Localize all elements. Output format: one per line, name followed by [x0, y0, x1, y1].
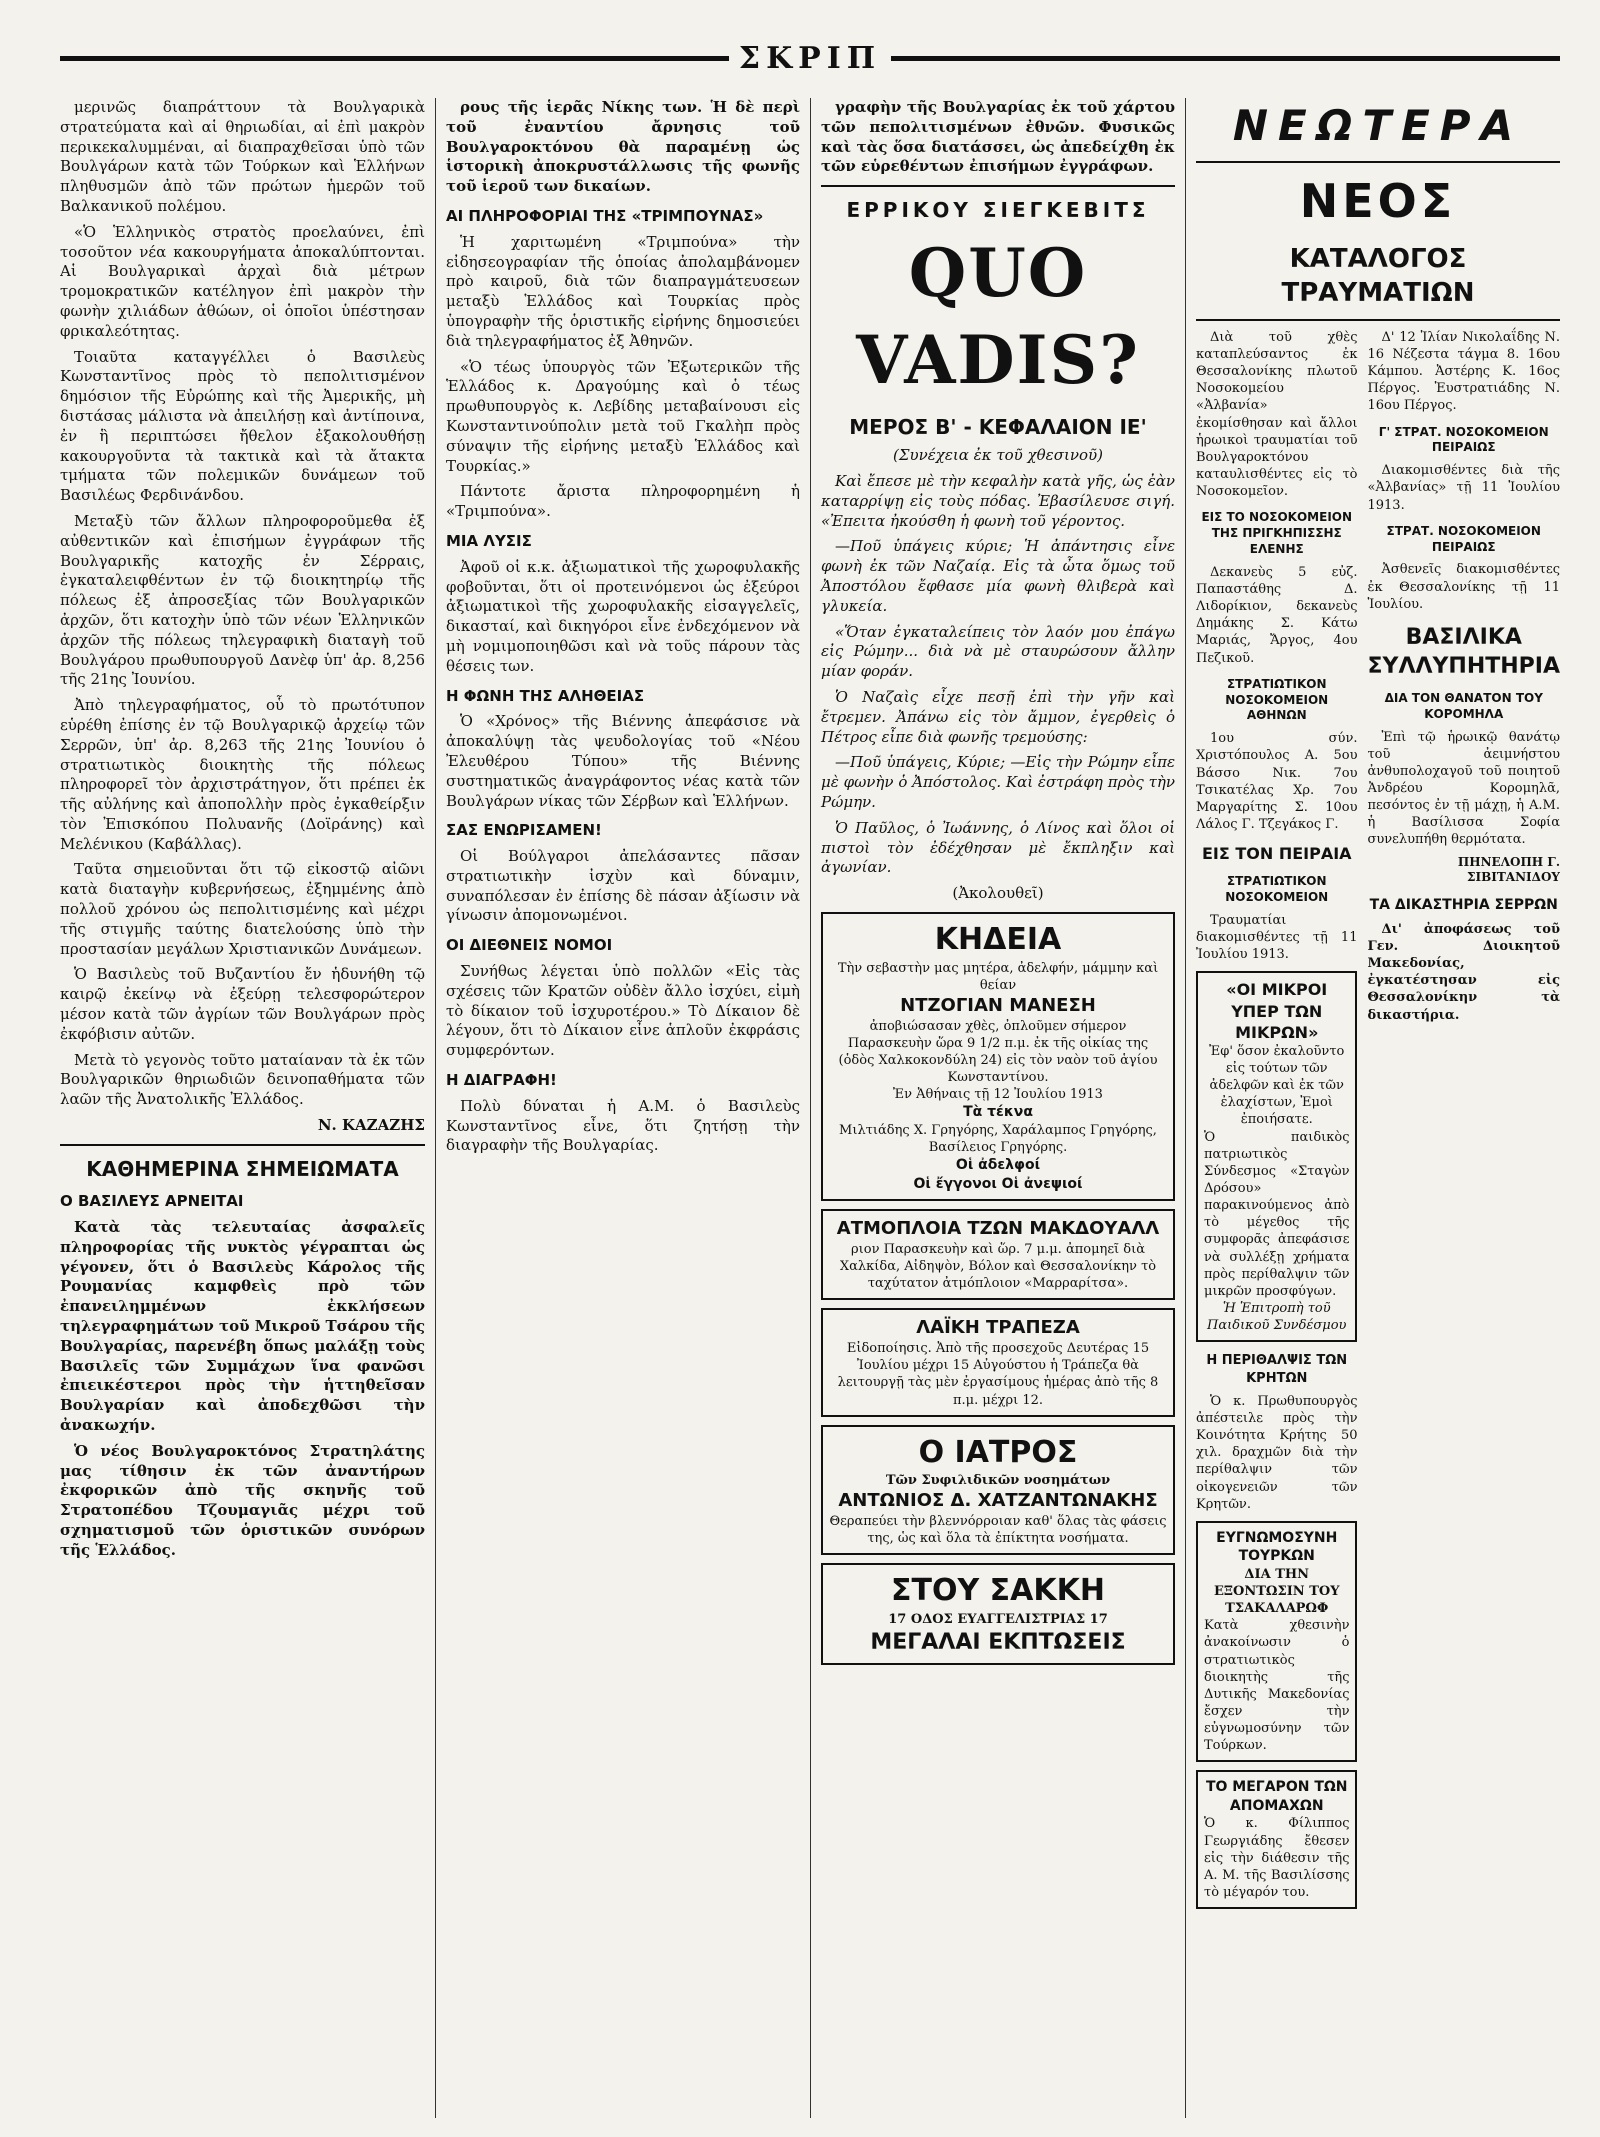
veterans-notice: [1196, 1770, 1357, 1909]
condolences-title: ΒΑΣΙΛΙΚΑ ΣΥΛΛΥΠΗΤΗΡΙΑ: [1367, 624, 1560, 679]
funeral-intro: Τὴν σεβαστὴν μας μητέρα, ἀδελφήν, μάμμην καὶ θείαν: [837, 960, 1159, 993]
article-headline: Η ΠΕΡΙΘΑΛΨΙΣ ΤΩΝ ΚΡΗΤΩΝ: [1206, 1353, 1348, 1386]
article-headline: ΑΙ ΠΛΗΡΟΦΟΡΙΑΙ ΤΗΣ «ΤΡΙΜΠΟΥΝΑΣ»: [446, 206, 764, 225]
article-text: Ἀσθενεῖς διακομισθέντες ἐκ Θεσσαλονίκης τῇ 11 Ἰουλίου.: [1367, 562, 1560, 612]
article-text: Διὰ τοῦ χθὲς καταπλεύσαντος ἐκ Θεσσαλονίκης πλωτοῦ Νοσοκομείου «Ἀλβανία» ἐκομίσθησαν καὶ ἄλλοι ἡρωικοὶ τραυματίαι τοῦ Βουλγαροκτόνου καταυλισθέντες εἰς τὸ Νοσοκομεῖον.: [1196, 329, 1358, 500]
notice-text: Ἐφ' ὅσον ἐκαλοῦντο εἰς τούτων τῶν ἀδελφῶν καὶ ἐκ τῶν ἐλαχίστων, Ἐμοὶ ἐποιήσατε.: [1209, 1043, 1345, 1128]
novel-text: Ὁ Ναζαὶς εἶχε πεσῇ ἐπὶ τὴν γῆν καὶ ἔτρεμεν. Ἀπάνω εἰς τὸν ἄμμον, ἐγερθεὶς ὁ Πέτρος εἶπε διὰ φωνῆς τρεμούσης:: [821, 687, 1175, 746]
article-text: Ἡ χαριτωμένη «Τριμπούνα» τὴν εἰδησεογραφίαν τῆς ὁποίας ἀπολαμβάνομεν πρὸ καιροῦ, διὰ τῶν διαπραγμάτευσεων μεταξὺ Ἑλλάδος καὶ Τουρκίας πρὸς ὑπογραφὴν τῆς ὁριστικῆς εἰρήνης δημοσιεύει διὰ τηλεγραφήματος ἐξ Ἀθηνῶν.: [446, 232, 800, 350]
news-title-2: ΚΑΤΑΛΟΓΟΣ ΤΡΑΥΜΑΤΙΩΝ: [1281, 244, 1475, 309]
funeral-title: ΚΗΔΕΙΑ: [934, 921, 1062, 957]
article-headline: ΣΑΣ ΕΝΩΡΙΣΑΜΕΝ!: [446, 821, 602, 840]
article-headline: Η ΦΩΝΗ ΤΗΣ ΑΛΗΘΕΙΑΣ: [446, 686, 645, 705]
funeral-name: ΝΤΖΟΓΙΑΝ ΜΑΝΕΣΗ: [900, 994, 1096, 1016]
novel-continued: (Συνέχεια ἐκ τοῦ χθεσινοῦ): [893, 446, 1103, 465]
steamship-ad: [821, 1209, 1175, 1300]
article-text: Διακομισθέντες διὰ τῆς «Ἀλβανίας» τῇ 11 Ἰουλίου 1913.: [1367, 463, 1560, 513]
article-signature: ΠΗΝΕΛΟΠΗ Γ. ΣΙΒΙΤΑΝΙΔΟΥ: [1457, 854, 1560, 885]
condolences-subtitle: ΔΙΑ ΤΟΝ ΘΑΝΑΤΟΝ ΤΟΥ ΚΟΡΟΜΗΛΑ: [1384, 690, 1543, 721]
article-signature: Ν. ΚΑΖΑΖΗΣ: [317, 1116, 425, 1135]
article-headline: Ο ΒΑΣΙΛΕΥΣ ΑΡΝΕΙΤΑΙ: [60, 1192, 244, 1211]
ad-title: ΛΑΪΚΗ ΤΡΑΠΕΖΑ: [916, 1317, 1080, 1339]
ad-title: Ο ΙΑΤΡΟΣ: [918, 1434, 1078, 1470]
article-text: «Ὁ Ἑλληνικὸς στρατὸς προελαύνει, ἐπὶ τοσοῦτον νέα κακουργήματα ἀποκαλύπτονται. Αἱ Βουλγαρικαὶ ἀρχαὶ διὰ μέτρων τρομοκρατικῶν κατέληγον ἐπὶ μακρὸν τὴν φωνὴν χιλιάδων ἀθώων, οἱ ὁποῖοι ὑπέστησαν φρικαλεότητας.: [60, 222, 425, 340]
funeral-date: Ἐν Ἀθήναις τῇ 12 Ἰουλίου 1913: [893, 1087, 1103, 1103]
bank-ad: [821, 1308, 1175, 1416]
notice-text: Ὁ κ. Φίλιππος Γεωργιάδης ἔθεσεν εἰς τὴν διάθεσιν τῆς Α. Μ. τῆς Βασιλίσσης τὸ μέγαρόν του.: [1204, 1816, 1350, 1901]
article-text: Ὁ «Χρόνος» τῆς Βιέννης ἀπεφάσισε νὰ ἀποκαλύψῃ τὰς ψευδολογίας τοῦ «Νέου Ἐλευθέρου Τύπου» τῆς Βιέννης συστηματικῶς ἀναγράφοντος νέας κατὰ τῶν Βουλγάρων νίκας τῶν Σέρβων καὶ Ἑλλήνων.: [446, 712, 800, 810]
article-text: μερινῶς διαπράττουν τὰ Βουλγαρικὰ στρατεύματα καὶ αἱ θηριωδίαι, αἱ ἐπὶ μακρὸν περικεκαλυμμέναι, αἱ διαπραχθεῖσαι ὑπὸ τῶν Βουλγάρων κατὰ τῶν Τούρκων καὶ Ἑλλήνων πληθυσμῶν ἀπὸ τῶν πρώτων ἡμερῶν τοῦ Βαλκανικοῦ πολέμου.: [60, 98, 425, 215]
article-headline: Γ' ΣΤΡΑΤ. ΝΟΣΟΚΟΜΕΙΟΝ ΠΕΙΡΑΙΩΣ: [1378, 424, 1549, 455]
notice-sign: Ἡ Ἐπιτροπὴ τοῦ Παιδικοῦ Συνδέσμου: [1207, 1301, 1347, 1334]
novel-title: QUO VADIS?: [856, 233, 1140, 399]
article-text: Κατὰ τὰς τελευταίας ἀσφαλεῖς πληροφορίας τῆς νυκτὸς γέγραπται ὡς γέγονεν, ὅτι ὁ Βασιλεὺς Κάρολος τῆς Ρουμανίας καμφθεὶς πρὸ τῶν ἐπανειλημμένων ἐκκλήσεων τηλεγραφημάτων τοῦ Μικροῦ Τσάρου τῆς Βουλγαρίας, παρενέβη ὅπως μαλάξῃ τοὺς Βασιλεῖς τῶν Συμμάχων ἵνα φανῶσι ἐπιεικέστεροι πρὸς τὴν ἡττηθεῖσαν Βουλγαρίαν καὶ ἀποδεχθῶσι τὴν ἀνακωχήν.: [60, 1218, 426, 1434]
ad-title: ΣΤΟΥ ΣΑΚΚΗ: [891, 1573, 1105, 1609]
novel-text: Ὁ Παῦλος, ὁ Ἰωάννης, ὁ Λίνος καὶ ὅλοι οἱ πιστοὶ τὸν ἐδέχθησαν μὲ ἔκπληξιν καὶ ἀγωνίαν.: [821, 818, 1175, 877]
column-2: [435, 98, 810, 2118]
notice-title: ΤΟ ΜΕΓΑΡΟΝ ΤΩΝ ΑΠΟΜΑΧΩΝ: [1205, 1779, 1348, 1814]
funeral-children: Μιλτιάδης Χ. Γρηγόρης, Χαράλαμπος Γρηγόρης, Βασίλειος Γρηγόρης.: [839, 1122, 1157, 1155]
ad-name: ΑΝΤΩΝΙΟΣ Δ. ΧΑΤΖΑΝΤΩΝΑΚΗΣ: [838, 1490, 1158, 1512]
news-title-1: ΝΕΟΣ: [1299, 174, 1457, 229]
children-notice: [1196, 971, 1357, 1342]
article-headline: ΕΙΣ ΤΟ ΝΟΣΟΚΟΜΕΙΟΝ ΤΗΣ ΠΡΙΓΚΗΠΙΣΣΗΣ ΕΛΕΝΗΣ: [1201, 510, 1353, 556]
article-headline: ΟΙ ΔΙΕΘΝΕΙΣ ΝΟΜΟΙ: [446, 936, 613, 955]
notice-title: «ΟΙ ΜΙΚΡΟΙ ΥΠΕΡ ΤΩΝ ΜΙΚΡΩΝ»: [1226, 980, 1328, 1042]
article-headline: ΣΤΡΑΤ. ΝΟΣΟΚΟΜΕΙΟΝ ΠΕΙΡΑΙΩΣ: [1386, 523, 1541, 554]
funeral-relatives: Οἱ ἔγγονοι Οἱ ἀνεψιοί: [913, 1175, 1083, 1192]
turks-notice: [1196, 1521, 1357, 1763]
column-3: [810, 98, 1185, 2118]
article-text: Ὁ κ. Πρωθυπουργὸς ἀπέστειλε πρὸς τὴν Κοινότητα Κρήτης 50 χιλ. δραχμῶν διὰ τὴν περίθαλψιν τῶν οἰκογενειῶν τῶν Κρητῶν.: [1196, 1393, 1358, 1512]
newspaper-columns: [60, 98, 1560, 2118]
funeral-notice: [821, 912, 1175, 1201]
column-4: [1185, 98, 1560, 2118]
doctor-ad: [821, 1425, 1175, 1556]
article-text: Δι' ἀποφάσεως τοῦ Γεν. Διοικητοῦ Μακεδονίας, ἐγκατέστησαν εἰς Θεσσαλονίκην τὰ δικαστήρια.: [1367, 921, 1560, 1023]
article-text: 1ου σύν. Χριστόπουλος Α. 5ου Βάσσο Νικ. 7ου Τσικατέλας Χρ. 7ου Μαργαρίτης Σ. 10ου Λάλος Γ. Τζεγάκος Γ.: [1196, 731, 1358, 833]
article-subheadline: ΣΤΡΑΤΙΩΤΙΚΟΝ ΝΟΣΟΚΟΜΕΙΟΝ: [1225, 874, 1329, 905]
article-text: Ὁ Βασιλεὺς τοῦ Βυζαντίου ἔν ἡδυνήθη τῷ καιρῷ ἐκείνῳ νὰ ἐξεύρῃ τελεσφορώτερον μέσον κατὰ τῶν ἀγρίων τῶν Βουλγάρων πρὸς ἐκφόβισιν αὐτῶν.: [60, 965, 425, 1043]
novel-text: «Ὅταν ἐγκαταλείπεις τὸν λαόν μου ἐπάγω εἰς Ρώμην... διὰ νὰ μὲ σταυρώσουν ἄλλην μίαν φοράν.: [821, 622, 1175, 681]
masthead: [60, 41, 1560, 91]
ad-subtitle: 17 ΟΔΟΣ ΕΥΑΓΓΕΛΙΣΤΡΙΑΣ 17: [888, 1612, 1108, 1628]
notice-text: Κατὰ χθεσινὴν ἀνακοίνωσιν ὁ στρατιωτικὸς διοικητὴς τῆς Δυτικῆς Μακεδονίας ἔσχεν τὴν εὐγνωμοσύνην τῶν Τούρκων.: [1204, 1618, 1350, 1754]
funeral-children-label: Τὰ τέκνα: [963, 1104, 1033, 1121]
article-text: Ἀπὸ τηλεγραφήματος, οὗ τὸ πρωτότυπον εὑρέθη ἐπίσης ἐν τῷ Βουλγαρικῷ ἀρχείῳ τῶν Σερρῶν, ὑπ' ἀρ. 8,263 τῆς 21ης Ἰουνίου ὁ στρατιωτικὸς διοικητὴς τῆς πόλεως πληροφορεῖ τὸν ἀρχιστράτηγον, ὅτι πρέπει ἐκ τῆς αὐλήνης καὶ ἀποπολλὴν πρὸς ἐγκαθείρξιν τὸν Ἐπισκόπου Πολυανῆς (Δοϊράνης) καὶ Μελένικου (Καβάλλας).: [60, 696, 425, 853]
novel-text: —Ποῦ ὑπάγεις κύριε; Ἡ ἀπάντησις εἶνε φωνὴ ἐκ τῶν Ναζαίᾳ. Εἰς τὰ ὦτα ὅμως τοῦ Ἀποστόλου ἔφθασε μία φωνὴ θλιβερὰ καὶ γλυκεία.: [821, 537, 1175, 615]
section-title: ΚΑΘΗΜΕΡΙΝΑ ΣΗΜΕΙΩΜΑΤΑ: [86, 1156, 399, 1181]
article-text: Μετὰ τὸ γεγονὸς τοῦτο ματαίαναν τὰ ἐκ τῶν Βουλγαρικῶν θηριωδιῶν δεινοπαθήματα τῶν λαῶν τῆς Ἀνατολικῆς Ἐλλάδος.: [60, 1050, 425, 1109]
news-header: ΝΕΩΤΕΡΑ: [1232, 101, 1524, 150]
article-text: Συνήθως λέγεται ὑπὸ πολλῶν «Εἰς τὰς σχέσεις τῶν Κρατῶν οὐδὲν ἄλλο ἰσχύει, εἰμὴ τὸ δίκαιον τοῦ ἰσχυροτέρου.» Τὸ Δίκαιον δὲ λέγουν, ὅτι τὸ Δίκαιον εἶνε ἁπλοῦν ἐκφράσις συμφερόντων.: [446, 962, 800, 1060]
funeral-siblings-label: Οἱ ἀδελφοί: [955, 1157, 1041, 1174]
funeral-text: ἀποβιώσασαν χθὲς, ὀπλοῦμεν σήμερον Παρασκευὴν ὥρα 9 1/2 π.μ. ἐκ τῆς οἰκίας της (ὁδὸς Χαλκοκονδύλη 24) εἰς τὸν ναὸν τοῦ ἁγίου Κωνσταντίνου.: [838, 1018, 1158, 1086]
novel-text: —Ποῦ ὑπάγεις, Κύριε; —Εἰς τὴν Ρώμην εἶπε μὲ φωνὴν ὁ Ἀπόστολος. Καὶ ἐστράφη πρὸς τὴν Ρώμην.: [821, 753, 1175, 811]
article-headline: ΣΤΡΑΤΙΩΤΙΚΟΝ ΝΟΣΟΚΟΜΕΙΟΝ ΑΘΗΝΩΝ: [1225, 676, 1329, 723]
column-1: [60, 98, 435, 2118]
article-headline: ΤΑ ΔΙΚΑΣΤΗΡΙΑ ΣΕΡΡΩΝ: [1369, 897, 1558, 914]
article-text: Ταῦτα σημειοῦνται ὅτι τῷ εἰκοστῷ αἰῶνι κατὰ διαταγὴν κυβερνήσεως, ἐξημμένης ἀπὸ πολλοῦ χρόνου ὡς πεπολιτισμένης καὶ μέχρι τῆς στιγμῆς ταύτης διατελούσης ὑπὸ τὴν προστασίαν μεγάλων Χριστιανικῶν Δυνάμεων.: [60, 860, 425, 958]
article-text: Τοιαῦτα καταγγέλλει ὁ Βασιλεὺς Κωνσταντῖνος πρὸς τὸ πεπολιτισμένον δημόσιον τῆς Εὐρώπης καὶ τῆς Ἀμερικῆς, μὴ διστάσας μάλιστα νὰ ἀπειλήσῃ καὶ ἀντίποινα, ἐν ἣ περιπτώσει ἤθελον ἐξακολουθήσῃ κακουργοῦντα τὰ τακτικὰ καὶ τὰ ἄτακτα τμήματα τῶν πολεμικῶν δυνάμεων τοῦ Βασιλέως Φερδινάνδου.: [60, 347, 425, 505]
notice-text: Ὁ παιδικὸς πατριωτικὸς Σύνδεσμος «Σταγὼν Δρόσου» παρακινούμενος ἀπὸ τὸ μέγεθος τῆς συμφορᾶς ἀπεφάσισε νὰ συλλέξῃ χρήματα πρὸς περίθαλψιν τῶν μικρῶν προσφύγων.: [1204, 1129, 1350, 1299]
ad-text: ριον Παρασκευὴν καὶ ὥρ. 7 μ.μ. ἀπομηεῖ διὰ Χαλκίδα, Αἰδηψὸν, Βόλον καὶ Θεσσαλονίκην τὸ ταχύτατον ἀτμόπλοιον «Μαρραρίτσα».: [839, 1241, 1157, 1292]
article-text: γραφὴν τῆς Βουλγαρίας ἐκ τοῦ χάρτου τῶν πεπολιτισμένων ἐθνῶν. Φυσικῶς καὶ τὰς ὅσα διατάσσει, ὡς ἀπεδείχθη ἐκ τῶν εὑρεθέντων ἐπισήμων ἐγγράφων.: [821, 98, 1175, 176]
ad-title: ΑΤΜΟΠΛΟΙΑ ΤΖΩΝ ΜΑΚΔΟΥΑΛΛ: [836, 1218, 1160, 1240]
article-text: Πολὺ δύναται ἡ Α.Μ. ὁ Βασιλεὺς Κωνσταντῖνος εἶνε, ὅτι ζητήσῃ τὴν διαγραφὴν τῆς Βουλγαρίας.: [446, 1096, 800, 1155]
article-text: Μεταξὺ τῶν ἄλλων πληροφοροῦμεθα ἐξ αὐθεντικῶν καὶ ἐπισήμων ἐγγράφων τῆς Βουλγαρικῆς κατοχῆς ἐν Σέρραις, ἐγκαταλειφθέντων ἐν τῷ διοικητηρίῳ τῆς πόλεως ἐξ ἀπροσεξίας τῶν Βουλγαρικῶν ἀρχῶν, ὅτι κατοχὴν ὑπὸ τῶν νέων Ἑλληνικῶν ἀρχῶν τῆς πόλεως τηλεγραφικὴ διαταγὴ τοῦ Βουλγάρου πρωθυπουργοῦ Δανὲφ ὑπ' ἀρ. 8,256 τῆς 21ης Ἰουνίου.: [60, 511, 425, 689]
article-text: ρους τῆς ἱερᾶς Νίκης των. Ἡ δὲ περὶ τοῦ ἐναντίου ἄρνησις τοῦ Βουλγαροκτόνου θὰ παραμένῃ ὡς ἱστορικὴ ἀποκρυστάλλωσις τῆς φωνῆς τοῦ ἱεροῦ των δικαίων.: [446, 98, 800, 196]
novel-part: ΜΕΡΟΣ Β' - ΚΕΦΑΛΑΙΟΝ ΙΕ': [849, 414, 1147, 439]
article-headline: Η ΔΙΑΓΡΑΦΗ!: [446, 1071, 557, 1090]
novel-text: Καὶ ἔπεσε μὲ τὴν κεφαλὴν κατὰ γῆς, ὡς ἐὰν καταρρίψῃ εἰς τοὺς πόδας. Ἐβασίλευσε σιγή. «Ἐπειτα ἠκούσθη ἡ φωνὴ τοῦ γέροντος.: [821, 471, 1175, 530]
article-text: Πάντοτε ἄριστα πληροφορημένη ἡ «Τριμπούνα».: [446, 482, 800, 521]
ad-headline: ΜΕΓΑΛΑΙ ΕΚΠΤΩΣΕΙΣ: [870, 1630, 1126, 1656]
article-text: Ἐπὶ τῷ ἡρωικῷ θανάτῳ τοῦ ἀειμνήστου ἀνθυπολοχαγοῦ τοῦ ποιητοῦ Ἀνδρέου Κορομηλᾶ, πεσόντος ἐν τῇ μάχῃ, ἡ Α.Μ. ἡ Βασίλισσα Σοφία συνελυπήθη θερμότατα.: [1367, 729, 1560, 848]
article-headline: ΜΙΑ ΛΥΣΙΣ: [446, 531, 532, 550]
article-text: Ὁ νέος Βουλγαροκτόνος Στρατηλάτης μας τίθησιν ἐκ τῶν ἀναντήρων ἐκφορικῶν ἀπὸ τῆς σκηνῆς τοῦ Στρατοπέδου Τζουμαγιᾶς μέχρι τοῦ σχηματισμοῦ τῶν ὁριστικῶν συνόρων τῆς Ἑλλάδος.: [60, 1441, 425, 1559]
newspaper-title: ΣΚΡΙΠ: [729, 41, 891, 76]
article-text: Δεκανεὺς 5 εὐζ. Παπαστάθης Δ. Λιδορίκιον, δεκανεὺς Δημάκης Σ. Κάτω Μαριάς, Ἄργος, 4ου Πεζικοῦ.: [1196, 564, 1358, 666]
ad-text: Εἰδοποίησις. Ἀπὸ τῆς προσεχοῦς Δευτέρας 15 Ἰουλίου μέχρι 15 Αὐγούστου ἡ Τράπεζα θὰ λειτουργῇ τὰς μὲν ἐργασίμους ἡμέρας ἀπὸ τῆς 8 π.μ. μέχρι 12.: [837, 1341, 1159, 1408]
article-text: Οἱ Βούλγαροι ἀπελάσαντες πᾶσαν στρατιωτικὴν ἰσχὺν καὶ δύναμιν, συναπόλεσαν ἐν ἐπίσης δὲ πάσαν ἀξίωσιν νὰ γίνωσιν ἀπομονωμένοι.: [446, 847, 800, 925]
ad-text: Θεραπεύει τὴν βλεννόρροιαν καθ' ὅλας τὰς φάσεις της, ὡς καὶ ὅλα τὰ ἐπίκτητα νοσήματα.: [829, 1514, 1167, 1547]
article-headline: ΕΙΣ ΤΟΝ ΠΕΙΡΑΙΑ: [1201, 844, 1352, 864]
novel-author: ΕΡΡΙΚΟΥ ΣΙΕΓΚΕΒΙΤΣ: [846, 198, 1150, 223]
notice-title: ΕΥΓΝΩΜΟΣΥΝΗ ΤΟΥΡΚΩΝ: [1216, 1529, 1338, 1565]
article-text: Τραυματίαι διακομισθέντες τῇ 11 Ἰουλίου 1913.: [1196, 912, 1358, 963]
article-text: Δ' 12 Ἰλίαν Νικολαΐδης Ν. 16 Νέζεστα τάγμα 8. 16ου Κάμπου. Ἀστέρης Κ. 16ος Πέργος. Ἐυστρατιάδης Ν. 16ου Πέργος.: [1367, 329, 1560, 414]
shop-ad: [821, 1563, 1175, 1665]
article-text: Ἀφοῦ οἱ κ.κ. ἀξιωματικοὶ τῆς χωροφυλακῆς φοβοῦνται, ὅτι οἱ προτεινόμενοι ὡς ἐξεύροι ἀξιωματικοὶ τῆς χωροφυλακῆς εἰσαγγελεῖς, δικασταί, καὶ δικηγόροι εἶνε ἐνδεχόμενον νὰ μὴ νομιμοποιηθῶσι καὶ νὰ τοῦς πάρουν τὰς θέσεις των.: [446, 557, 800, 675]
ad-subtitle: Τῶν Συφιλιδικῶν νοσημάτων: [885, 1473, 1111, 1489]
notice-subtitle: ΔΙΑ ΤΗΝ ΕΞΟΝΤΩΣΙΝ ΤΟΥ ΤΣΑΚΑΛΑΡΩΦ: [1214, 1566, 1340, 1617]
novel-end: (Ἀκολουθεῖ): [952, 884, 1044, 903]
article-text: «Ὁ τέως ὑπουργὸς τῶν Ἐξωτερικῶν τῆς Ἑλλάδος κ. Δραγούμης καὶ ὁ τέως πρωθυπουργὸς κ. Λεβίδης μεταβαίνουσι εἰς Κωνσταντινούπολιν μετὰ τοῦ Γκαλὴπ πρὸς σύναψιν τῆς εἰρήνης μεταξὺ Ἑλλάδος καὶ Τουρκίας.»: [446, 357, 800, 475]
